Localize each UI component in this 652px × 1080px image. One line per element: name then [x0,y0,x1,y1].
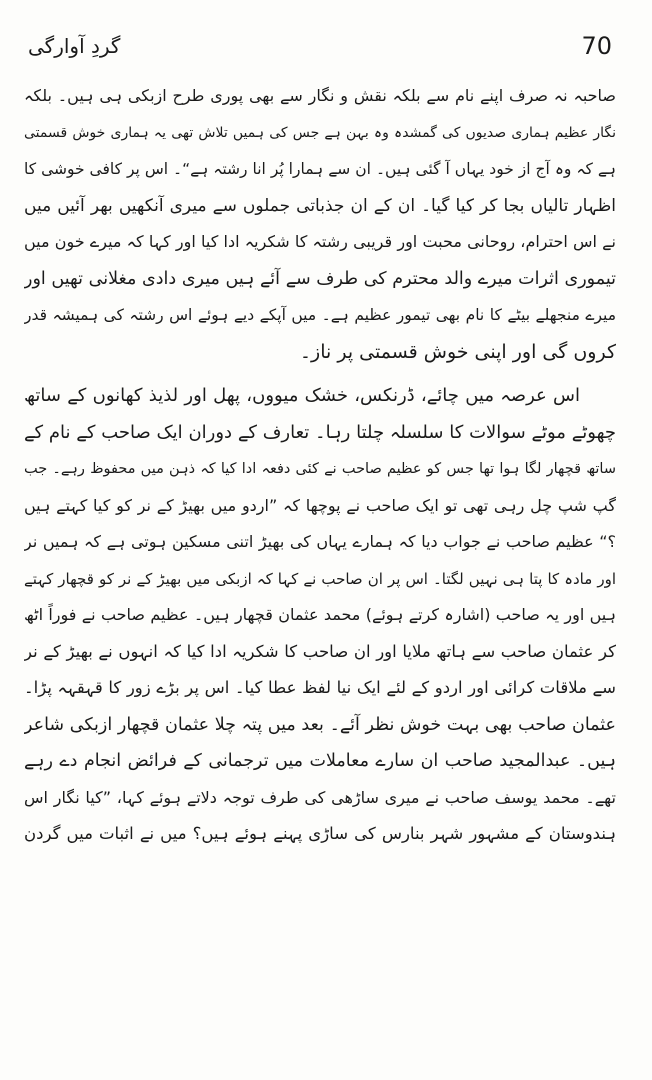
paragraph [24,378,616,853]
page-body [24,78,616,853]
text-line: اس عرصہ میں چائے، ڈرنکس، خشک میووں، پھل اور لذیذ کھانوں کے ساتھ [24,385,580,406]
text-line: صاحبہ نہ صرف اپنے نام سے بلکہ نقش و نگار سے بھی پوری طرح ازبکی ہی ہیں۔ بلکہ [24,86,616,105]
text-line: ہیں اور یہ صاحب (اشارہ کرتے ہوئے) محمد عثمان قچھار ہیں۔ عظیم صاحب نے فوراً اٹھ [24,605,616,624]
text-line: کروں گی اور اپنی خوش قسمتی پر ناز۔ [299,340,616,363]
text-line: تیموری اثرات میرے والد محترم کی طرف سے آئے ہیں میری دادی مغلانی تھیں اور [24,268,616,289]
text-line: ؟“ عظیم صاحب نے جواب دیا کہ ہمارے یہاں کی بھیڑ اتنی مسکین ہوتی ہے کہ ہمیں نر [24,532,616,551]
text-line: ساتھ قچھار لگا ہوا تھا جس کو عظیم صاحب نے کئی دفعہ ادا کیا کہ ذہن میں محفوظ رہے۔ جب [24,461,616,477]
text-line: میرے منجھلے بیٹے کا نام بھی تیمور عظیم ہے۔ میں آپکے دیے ہوئے اس رشتہ کی ہمیشہ قدر [24,306,616,324]
running-title: گردِ آوارگی [28,34,121,58]
text-line: ہندوستان کے مشہور شہر بنارس کی ساڑی پہنے ہوئے ہیں؟ میں نے اثبات میں گردن [24,824,616,843]
paragraph-gap [24,370,616,378]
text-line: اور مادہ کا پتا ہی نہیں لگتا۔ اس پر ان صاحب نے کہا کہ ازبکی میں بھیڑ کے نر کو قچھار کہتے [24,569,616,588]
paragraph [24,78,616,370]
text-line: ہے کہ وہ آج از خود یہاں آ گئی ہیں۔ ان سے ہمارا پُر انا رشتہ ہے“۔ اس پر کافی خوشی کا [24,160,616,178]
text-line: گپ شپ چل رہی تھی تو ایک صاحب نے پوچھا کہ ”اردو میں بھیڑ کے نر کو کیا کہتے ہیں [24,495,616,515]
text-line: نگار عظیم ہماری صدیوں کی گمشدہ وہ بہن ہے جس کی ہمیں تلاش تھی یہ ہماری خوش قسمتی [24,124,616,141]
text-line: کر عثمان صاحب سے ہاتھ ملایا اور ان صاحب کا شکریہ ادا کیا کہ انہوں نے بھیڑ کے نر [24,641,616,661]
text-line: تھے۔ محمد یوسف صاحب نے میری ساڑھی کی طرف توجہ دلاتے ہوئے کہا، ”کیا نگار اس [24,787,616,807]
text-line: سے ملاقات کرائی اور اردو کے لئے ایک نیا لفظ عطا کیا۔ اس پر بڑے زور کا قہقہہ پڑا۔ [24,678,616,697]
text-line: ہیں۔ عبدالمجید صاحب ان سارے معاملات میں ترجمانی کے فرائض انجام دے رہے [24,751,616,771]
text-line: نے اس احترام، روحانی محبت اور قریبی رشتہ کا شکریہ ادا کیا اور کہا کہ میرے خون میں [24,232,616,251]
text-line: عثمان صاحب بھی بہت خوش نظر آئے۔ بعد میں پتہ چلا عثمان قچھار ازبکی شاعر [24,714,616,735]
page-header [28,28,612,72]
text-line: چھوٹے موٹے سوالات کا سلسلہ چلتا رہا۔ تعارف کے دوران ایک صاحب کے نام کے [24,421,616,443]
text-line: اظہار تالیاں بجا کر کیا گیا۔ ان کے ان جذباتی جملوں سے میری آنکھیں بھر آئیں میں [24,195,616,216]
page-number: 70 [581,32,612,60]
